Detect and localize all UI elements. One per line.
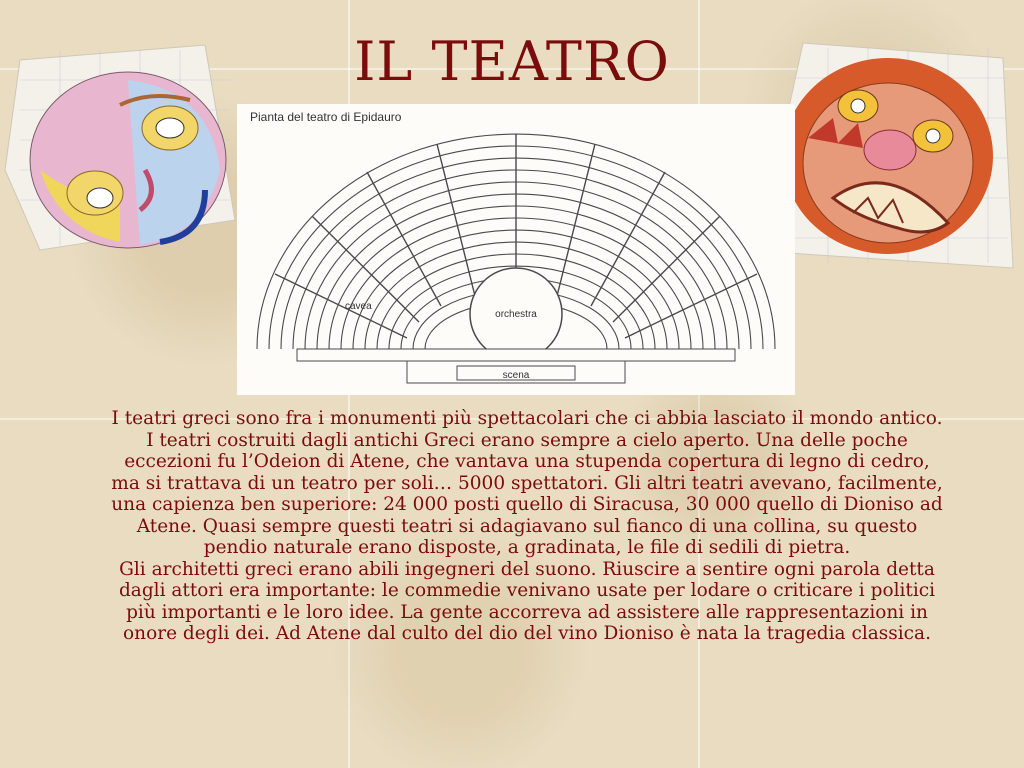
paragraph-intro: I teatri greci sono fra i monumenti più spettacolari che ci abbia lasciato il mondo antico. <box>111 408 943 429</box>
body-text <box>108 408 946 645</box>
plan-label-scena: scena <box>502 370 530 381</box>
plan-label-orchestra: orchestra <box>495 309 537 320</box>
plan-caption: Pianta del teatro di Epidauro <box>250 110 402 124</box>
tragedy-mask-drawing <box>778 38 1018 278</box>
plan-label-cavea: cavea <box>345 301 372 312</box>
theatre-plan-image <box>237 104 795 395</box>
theatre-plan-drawing <box>237 104 795 395</box>
slide-title: IL TEATRO <box>354 30 670 93</box>
comedy-mask-drawing <box>0 20 240 260</box>
paragraph-acoustics: Gli architetti greci erano abili ingegneri del suono. Riuscire a sentire ogni parola detta dagli attori era importante: le commedie venivano usate per lodare o criticare i politici più importanti e le loro idee. La gente accorreva ad assistere alle rappresentazioni in onore degli dei. Ad Atene dal culto del dio del vino Dioniso è nata la tragedia classica. <box>118 558 936 644</box>
paragraph-open-air: I teatri costruiti dagli antichi Greci erano sempre a cielo aperto. Una delle poche eccezioni fu l’Odeion di Atene, che vantava una stupenda copertura di legno di cedro, ma si trattava di un teatro per soli… 5000 spettatori. Gli altri teatri avevano, facilmente, una capienza ben superiore: 24 000 posti quello di Siracusa, 30 000 quello di Dioniso ad Atene. Quasi sempre questi teatri si adagiavano sul fianco di una collina, su questo pendio naturale erano disposte, a gradinata, le file di sedili di pietra. <box>111 429 943 558</box>
